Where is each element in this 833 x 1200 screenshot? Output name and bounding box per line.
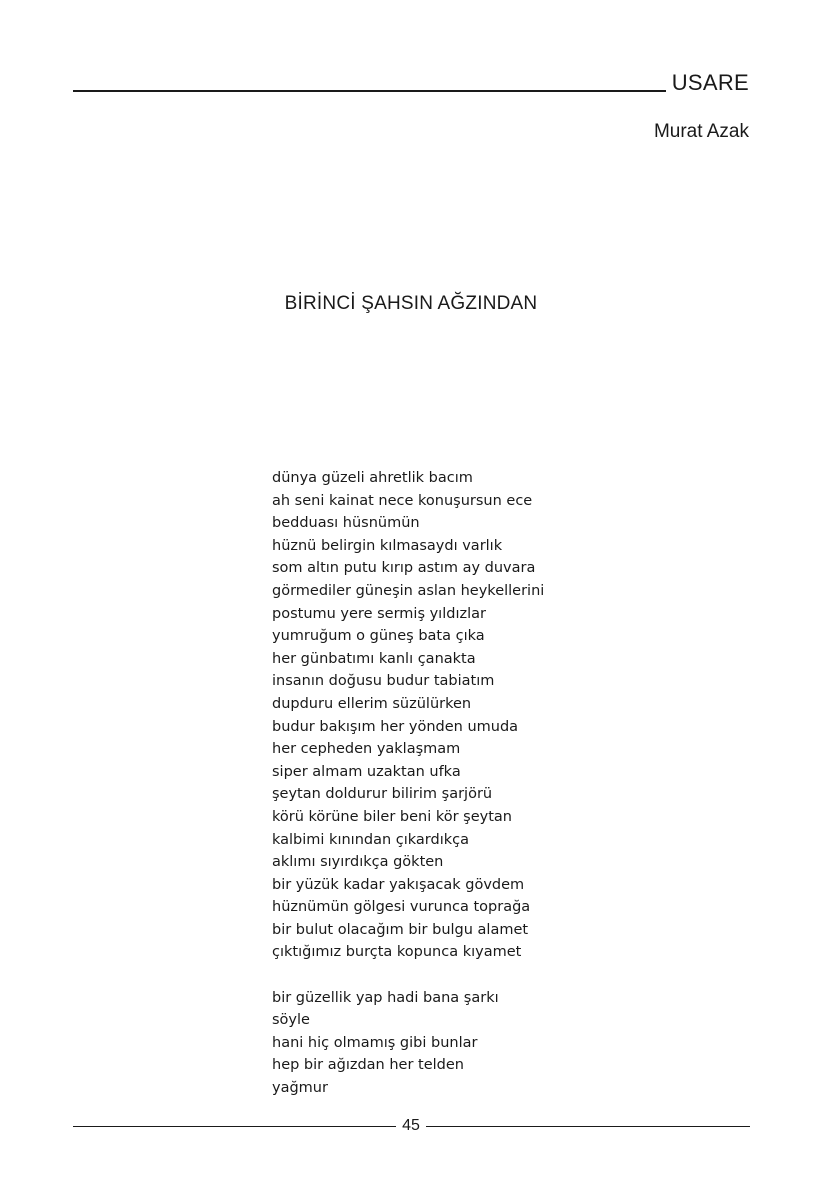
poem-line: şeytan doldurur bilirim şarjörü xyxy=(272,786,493,803)
poem-line: körü körüne biler beni kör şeytan xyxy=(272,808,512,825)
poem-line: dünya güzeli ahretlik bacım xyxy=(272,470,473,486)
author-name: Murat Azak xyxy=(653,121,749,142)
header-rule xyxy=(73,90,666,92)
journal-name: USARE xyxy=(671,70,749,95)
poem-line: her günbatımı kanlı çanakta xyxy=(272,650,476,667)
stanza-2 xyxy=(272,987,544,1100)
poem-line: her cepheden yaklaşmam xyxy=(272,741,461,758)
poem-line: ah seni kainat nece konuşursun ece xyxy=(272,492,533,509)
poem-line: siper almam uzaktan ufka xyxy=(272,763,461,780)
poem-line: insanın doğusu budur tabiatım xyxy=(272,673,495,690)
poem-line: bedduası hüsnümün xyxy=(272,515,420,532)
poem-line: hüznümün gölgesi vurunca toprağa xyxy=(272,899,531,916)
poem-line: hüznü belirgin kılmasaydı varlık xyxy=(272,537,503,554)
footer-rule-left xyxy=(73,1126,396,1127)
poem-line: hani hiç olmamış gibi bunlar xyxy=(272,1034,478,1051)
poem-line: söyle xyxy=(272,1012,310,1029)
footer-rule-right xyxy=(426,1126,750,1127)
poem-line: çıktığımız burçta kopunca kıyamet xyxy=(272,944,522,961)
stanza-1 xyxy=(272,467,544,964)
poem-line: yağmur xyxy=(272,1080,328,1097)
page-footer xyxy=(73,1116,750,1138)
poem-line: bir güzellik yap hadi bana şarkı xyxy=(272,989,499,1006)
poem-title: BİRİNCİ ŞAHSIN AĞZINDAN xyxy=(284,293,538,314)
poem-line: bir bulut olacağım bir bulgu alamet xyxy=(272,921,529,938)
poem-line: postumu yere sermiş yıldızlar xyxy=(272,605,486,622)
poem-line: kalbimi kınından çıkardıkça xyxy=(272,831,469,848)
page-number: 45 xyxy=(402,1117,420,1134)
poem-line: yumruğum o güneş bata çıka xyxy=(272,628,485,645)
poem-line: dupduru ellerim süzülürken xyxy=(272,695,472,712)
poem-body xyxy=(272,467,544,1100)
poem-line: hep bir ağızdan her telden xyxy=(272,1057,464,1074)
poem-line: aklımı sıyırdıkça gökten xyxy=(272,854,444,871)
poem-line: budur bakışım her yönden umuda xyxy=(272,718,519,735)
poem-line: görmediler güneşin aslan heykellerini xyxy=(272,582,545,599)
poem-line: bir yüzük kadar yakışacak gövdem xyxy=(272,876,525,893)
poem-line: som altın putu kırıp astım ay duvara xyxy=(272,560,536,577)
